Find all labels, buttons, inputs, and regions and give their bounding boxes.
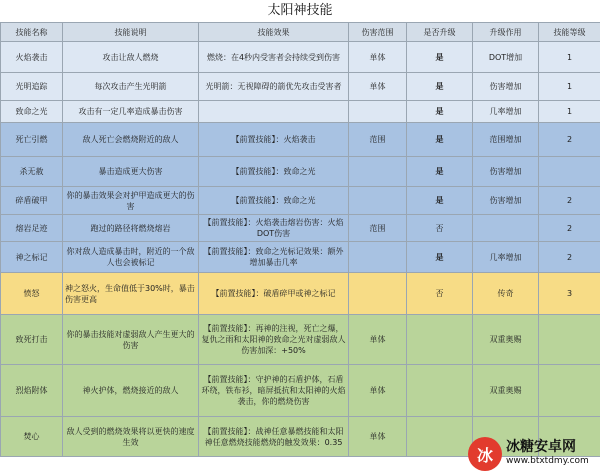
skill-effect: 【前置技能】：破盾碎甲或神之标记 — [199, 273, 349, 315]
skill-range: 单体 — [349, 42, 407, 73]
skill-desc: 跑过的路径将燃烧熔岩 — [63, 215, 199, 242]
table-header-row — [1, 23, 600, 42]
skill-upgrade — [407, 315, 473, 365]
skill-level: 1 — [539, 73, 600, 101]
skill-upgrade-effect: 范围增加 — [473, 123, 539, 157]
skill-upgrade-effect: 几率增加 — [473, 242, 539, 273]
table-row — [1, 187, 600, 215]
skill-level: 1 — [539, 42, 600, 73]
table-row — [1, 242, 600, 273]
skill-level: 2 — [539, 215, 600, 242]
skill-effect: 【前置技能】：致命之光 — [199, 157, 349, 187]
skill-range: 单体 — [349, 417, 407, 457]
skill-name: 杀无赦 — [1, 157, 63, 187]
column-header: 技能等级 — [539, 23, 600, 42]
skill-upgrade: 是 — [407, 42, 473, 73]
skill-name: 死亡引燃 — [1, 123, 63, 157]
skill-upgrade: 是 — [407, 101, 473, 123]
skill-desc: 你对敌人造成暴击时，附近的一个敌人也会被标记 — [63, 242, 199, 273]
skill-desc: 神火护体，燃烧接近的敌人 — [63, 365, 199, 417]
table-row — [1, 157, 600, 187]
skill-name: 神之标记 — [1, 242, 63, 273]
skill-desc: 敌人受到的燃烧效果将以更快的速度生效 — [63, 417, 199, 457]
skill-upgrade: 是 — [407, 73, 473, 101]
skill-level: 1 — [539, 101, 600, 123]
site-name: 冰糖安卓网 — [506, 439, 576, 455]
skill-range — [349, 157, 407, 187]
skill-effect: 【前置技能】：守护神的石盾护体，石盾环绕，铁布衫，暗屏抵抗和太阳神的火焰袭击，你的燃烧伤害 — [199, 365, 349, 417]
skill-effect: 【前置技能】：致命之光标记效果：额外增加暴击几率 — [199, 242, 349, 273]
skill-desc: 敌人死亡会燃烧附近的敌人 — [63, 123, 199, 157]
table-row — [1, 73, 600, 101]
skill-effect: 【前置技能】：再神的注视，死亡之爆，复仇之雨和太阳神的致命之光对虚弱敌人伤害加深：+50% — [199, 315, 349, 365]
table-row — [1, 101, 600, 123]
skill-name: 碎盾破甲 — [1, 187, 63, 215]
skill-name: 光明追踪 — [1, 73, 63, 101]
column-header: 技能效果 — [199, 23, 349, 42]
skill-upgrade-effect: 双重奥赐 — [473, 365, 539, 417]
column-header: 技能名称 — [1, 23, 63, 42]
skill-table — [0, 22, 600, 457]
skill-range: 单体 — [349, 315, 407, 365]
table-row — [1, 215, 600, 242]
skill-name: 烈焰附体 — [1, 365, 63, 417]
skill-range — [349, 101, 407, 123]
skill-desc: 神之怒火，生命值低于30%时，暴击伤害更高 — [63, 273, 199, 315]
skill-upgrade: 否 — [407, 215, 473, 242]
skill-upgrade-effect: 双重奥赐 — [473, 315, 539, 365]
skill-effect: 【前置技能】：战神任意暴燃技能和太阳神任意燃烧技能燃烧的触发效果：0.35 — [199, 417, 349, 457]
skill-level — [539, 365, 600, 417]
column-header: 技能说明 — [63, 23, 199, 42]
column-header: 升级作用 — [473, 23, 539, 42]
site-url: www.btxtdmy.com — [506, 456, 589, 466]
skill-upgrade-effect: DOT增加 — [473, 42, 539, 73]
skill-effect: 【前置技能】：致命之光 — [199, 187, 349, 215]
skill-range: 范围 — [349, 215, 407, 242]
skill-range — [349, 187, 407, 215]
site-logo-icon: 冰 — [468, 437, 502, 471]
skill-level: 2 — [539, 123, 600, 157]
skill-upgrade-effect: 伤害增加 — [473, 187, 539, 215]
skill-range — [349, 273, 407, 315]
skill-desc: 暴击造成更大伤害 — [63, 157, 199, 187]
table-row — [1, 365, 600, 417]
skill-desc: 每次攻击产生光明箭 — [63, 73, 199, 101]
skill-upgrade: 是 — [407, 242, 473, 273]
skill-upgrade-effect: 伤害增加 — [473, 157, 539, 187]
skill-upgrade-effect: 伤害增加 — [473, 73, 539, 101]
skill-desc: 攻击有一定几率造成暴击伤害 — [63, 101, 199, 123]
skill-name: 焚心 — [1, 417, 63, 457]
skill-upgrade: 是 — [407, 187, 473, 215]
skill-level: 2 — [539, 187, 600, 215]
skill-level: 3 — [539, 273, 600, 315]
page-title: 太阳神技能 — [0, 0, 600, 22]
skill-upgrade — [407, 365, 473, 417]
table-row — [1, 273, 600, 315]
skill-upgrade-effect: 几率增加 — [473, 101, 539, 123]
skill-effect: 【前置技能】：火焰袭击 — [199, 123, 349, 157]
skill-name: 愤怒 — [1, 273, 63, 315]
skill-upgrade — [407, 417, 473, 457]
column-header: 伤害范围 — [349, 23, 407, 42]
skill-desc: 攻击让敌人燃烧 — [63, 42, 199, 73]
skill-upgrade-effect: 传奇 — [473, 273, 539, 315]
skill-range: 单体 — [349, 73, 407, 101]
skill-upgrade: 否 — [407, 273, 473, 315]
skill-range: 范围 — [349, 123, 407, 157]
skill-name: 熔岩足迹 — [1, 215, 63, 242]
skill-level — [539, 315, 600, 365]
site-watermark — [468, 434, 596, 474]
skill-desc: 你的暴击效果会对护甲造成更大的伤害 — [63, 187, 199, 215]
table-row — [1, 315, 600, 365]
skill-upgrade-effect — [473, 215, 539, 242]
skill-effect — [199, 101, 349, 123]
table-row — [1, 123, 600, 157]
table-row — [1, 42, 600, 73]
column-header: 是否升级 — [407, 23, 473, 42]
skill-level: 2 — [539, 242, 600, 273]
skill-range — [349, 242, 407, 273]
skill-desc: 你的暴击技能对虚弱敌人产生更大的伤害 — [63, 315, 199, 365]
skill-level — [539, 157, 600, 187]
skill-effect: 【前置技能】：火焰袭击熔岩伤害：火焰DOT伤害 — [199, 215, 349, 242]
skill-name: 致死打击 — [1, 315, 63, 365]
skill-upgrade: 是 — [407, 123, 473, 157]
skill-upgrade: 是 — [407, 157, 473, 187]
skill-effect: 燃烧：在4秒内受害者会持续受到伤害 — [199, 42, 349, 73]
skill-name: 火焰袭击 — [1, 42, 63, 73]
skill-effect: 光明箭：无视障碍的箭优先攻击受害者 — [199, 73, 349, 101]
skill-name: 致命之光 — [1, 101, 63, 123]
skill-range: 单体 — [349, 365, 407, 417]
